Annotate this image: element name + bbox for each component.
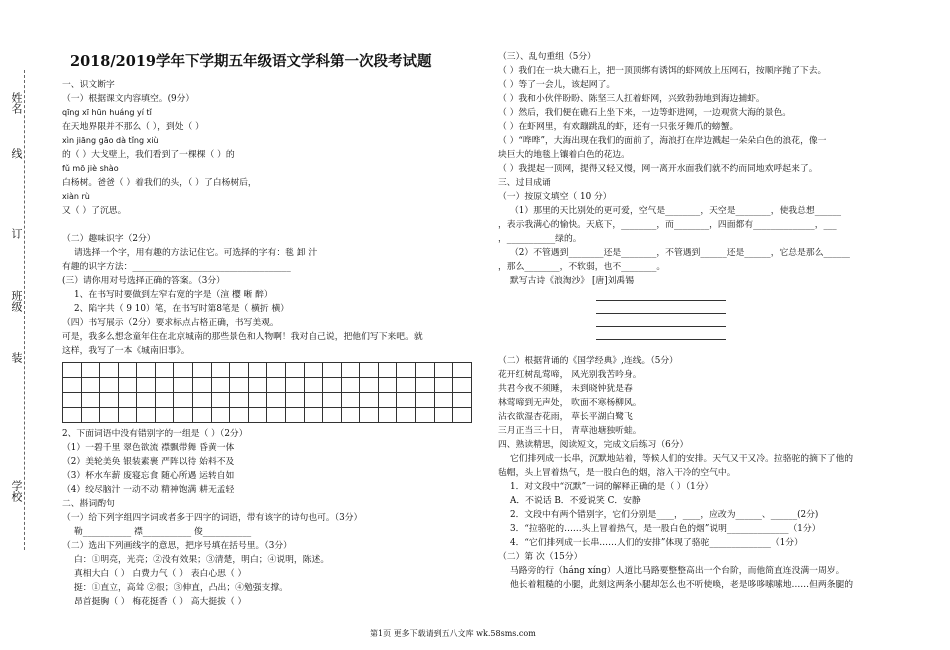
left-line: 二、斟词酌句	[62, 499, 115, 509]
left-line: (三）请你用对号选择正确的答案。（3分）	[62, 276, 225, 286]
right-line: 3．“拉骆驼的……头上冒着热气，是一股白色的烟”说明______________（1分）	[510, 524, 821, 534]
right-line: 默写古诗《浪淘沙》 [唐]刘禹锡	[510, 276, 635, 286]
left-line: 1、在书写时要做到左窄右宽的字是（渲 樱 晰 醉）	[74, 290, 273, 300]
left-line: 在天地界限并不那么（ ），到处（ ）	[62, 122, 204, 132]
left-line: 白：①明亮，光亮；②没有效果；③清楚，明白；④说明，陈述。	[74, 555, 330, 565]
pinyin-line: qīng xī hūn huáng yí tǐ	[62, 108, 152, 117]
right-line: 三、过目成诵	[498, 178, 551, 188]
right-line: （二）第 次（15分）	[498, 552, 583, 562]
class-label: 班级	[10, 290, 23, 312]
right-line: （二）根据背诵的《国学经典》,连线。（5分）	[498, 356, 678, 366]
school-label: 学校	[10, 480, 23, 502]
name-label: 姓名	[10, 92, 23, 114]
right-line: 1．对文段中“沉默”一词的解释正确的是（ ）（1分）	[510, 482, 714, 492]
right-line: 林莺啼到无声处， 吹面不寒杨柳风。	[498, 398, 642, 408]
left-line: （二）选出下列画线字的意思，把序号填在括号里。（3分）	[62, 541, 292, 551]
writing-grid	[62, 362, 472, 423]
left-line: 2、陷字共（ 9 10）笔，在书写时第8笔是（ 横折 横）	[74, 304, 290, 314]
left-line: 白杨树。爸爸（ ）着我们的头，（ ）了白杨树后，	[62, 178, 257, 188]
poem-answer-line[interactable]	[596, 304, 726, 314]
right-line: 三月正当三十日， 青草池塘独听蛙。	[498, 426, 642, 436]
binding-line	[24, 70, 25, 550]
right-line: 毡帽，头上冒着热气，是一股白色的烟，溶入干冷的空气中。	[498, 468, 736, 478]
right-line: （1）那里的天比别处的更可爱，空气是________，天空是________，使我总想______	[510, 206, 842, 216]
line-marker: 线	[10, 148, 23, 159]
right-line: （ ）我和小伙伴盼盼、陈坚三人扛着虾网，兴致勃勃地到海边捕虾。	[498, 94, 765, 104]
left-line: 昂首挺胸（ ） 梅花挺香（ ） 高大挺拔（ ）	[74, 597, 247, 607]
right-line: ，___________绿的。	[498, 234, 582, 244]
ding-marker: 订	[10, 228, 23, 239]
right-line: A．不说话 B．不爱说笑 C．安静	[510, 496, 641, 506]
right-line: 四、熟读精思，阅读短文，完成文后练习（6分）	[498, 440, 689, 450]
left-line: （3）杯水车薪 废寝忘食 随心所遇 运转自如	[62, 471, 235, 481]
right-line: （ ）然后，我们便在礁石上坐下来，一边等虾进网，一边观赏大海的景色。	[498, 108, 792, 118]
right-column	[498, 50, 898, 592]
left-line: 请选择一个字，用有趣的方法记住它。可选择的字有：毯 卸 汁	[74, 248, 318, 258]
right-line: 它们排列成一长串，沉默地站着，等候人们的安排。天气又干又冷。拉骆驼的摘下了他的	[510, 454, 854, 464]
right-line: 他长着粗糙的小腿，此刻这两条小腿却怎么也不听使唤，老是哆哆嗦嗦地……但两条腿的	[510, 580, 854, 590]
left-line: 的（ ）大戈壁上，我们看到了一棵棵（ ）的	[62, 150, 235, 160]
right-line: 块巨大的地毯上镶着白色的花边。	[498, 150, 630, 160]
left-line: 勒___________ 襟___________ 俊___________	[74, 527, 252, 537]
right-line: 共君今夜不须睡， 未到晓钟犹是春	[498, 384, 633, 394]
right-line: 4．“它们排列成一长串……人们的安排”体现了骆驼______________（1分）	[510, 538, 803, 548]
right-line: （ ）在虾网里，有欢蹦跳乱的虾，还有一只张牙舞爪的螃蟹。	[498, 122, 739, 132]
left-line: （1）一碧千里 翠色欲流 襟飘带舞 昏黄一体	[62, 443, 235, 453]
left-line: （一）根据课文内容填空。(9分）	[62, 94, 195, 104]
right-line: （ ）我提起一顶网，提得又轻又慢，网一离开水面我们就不约而同地欢呼起来了。	[498, 164, 818, 174]
left-line	[62, 218, 472, 232]
left-line: （2）美轮美奂 银装素裹 严阵以待 始料不及	[62, 457, 235, 467]
left-line: （二）趣味识字（2分）	[62, 234, 156, 244]
left-line: （4）绞尽脑汁 一动不动 精神饱满 耕无孟轻	[62, 485, 235, 495]
right-line: 马路旁的行（háng xíng）人道比马路要整整高出一个台阶，而他简直连没满一周岁。	[510, 566, 845, 576]
left-line: 又（ ）了沉思。	[62, 206, 127, 216]
left-line: 有趣的识字方法：____________________________________	[62, 262, 291, 272]
left-line: 2、下面词语中没有错别字的一组是（ ）（2分）	[62, 429, 248, 439]
pinyin-line: fǔ mō jiè shào	[62, 164, 119, 173]
right-line: （2）不管遇到________还是________，不管遇到______还是______，它总是那么______	[510, 248, 850, 258]
right-line: （ ）“哗哗”，大海出现在我们的面前了，海浪打在岸边溅起一朵朵白色的浪花，像一	[498, 136, 827, 146]
left-line: 挺：①直立，高耸 ②很；③伸直，凸出；④勉强支撑。	[74, 583, 288, 593]
left-line: 真相大白（ ） 白费力气（ ） 表白心思（ ）	[74, 569, 247, 579]
left-line: （四）书写展示（2分）要求标点占格正确，书写美观。	[62, 318, 279, 328]
pinyin-line: xiàn rù	[62, 192, 90, 201]
left-line: 一、识文断字	[62, 80, 115, 90]
pinyin-line: xìn jiāng gāo dà tǐng xiù	[62, 136, 159, 145]
right-line: 花开红树乱莺啼， 风光别我苦吟身。	[498, 370, 642, 380]
right-line: 2．文段中有两个错别字，它们分别是____，____，应改为______、______(2分)	[510, 510, 819, 520]
right-line: （ ）我们在一块大礁石上，把一顶顶绑有诱饵的虾网放上压网石，按顺序抛了下去。	[498, 66, 827, 76]
zhuang-marker: 装	[10, 352, 23, 363]
exam-title: 2018/2019学年下学期五年级语文学科第一次段考试题	[70, 53, 432, 70]
right-line: （三）、乱句重组（5分）	[498, 52, 596, 62]
right-line: （一）按原文填空（ 10 分）	[498, 192, 612, 202]
right-line: （ ）等了一会儿，该起网了。	[498, 80, 616, 90]
right-line: ，那么________，不软弱，也不________。	[498, 262, 666, 272]
page-footer: 第1页 更多下载请到五八文库 wk.58sms.com	[370, 629, 536, 638]
poem-answer-line[interactable]	[596, 291, 726, 301]
right-line: ，表示我满心的愉快。天底下，________，而________，四面都有______________，___	[498, 220, 837, 230]
left-line: 可是，我多么想念童年住在北京城南的那些景色和人物啊！我对自己说，把他们写下来吧。就	[62, 332, 423, 342]
poem-answer-line[interactable]	[596, 317, 726, 327]
left-line: （一）给下列字组四字词或者多于四字的词语，带有该字的诗句也可。（3分）	[62, 513, 363, 523]
poem-answer-line[interactable]	[596, 330, 726, 340]
left-column	[62, 78, 472, 609]
left-line: 这样，我写了一本《城南旧事》。	[62, 346, 190, 356]
right-line: 沾衣欲湿杏花雨， 草长平湖白鹭飞	[498, 412, 633, 422]
